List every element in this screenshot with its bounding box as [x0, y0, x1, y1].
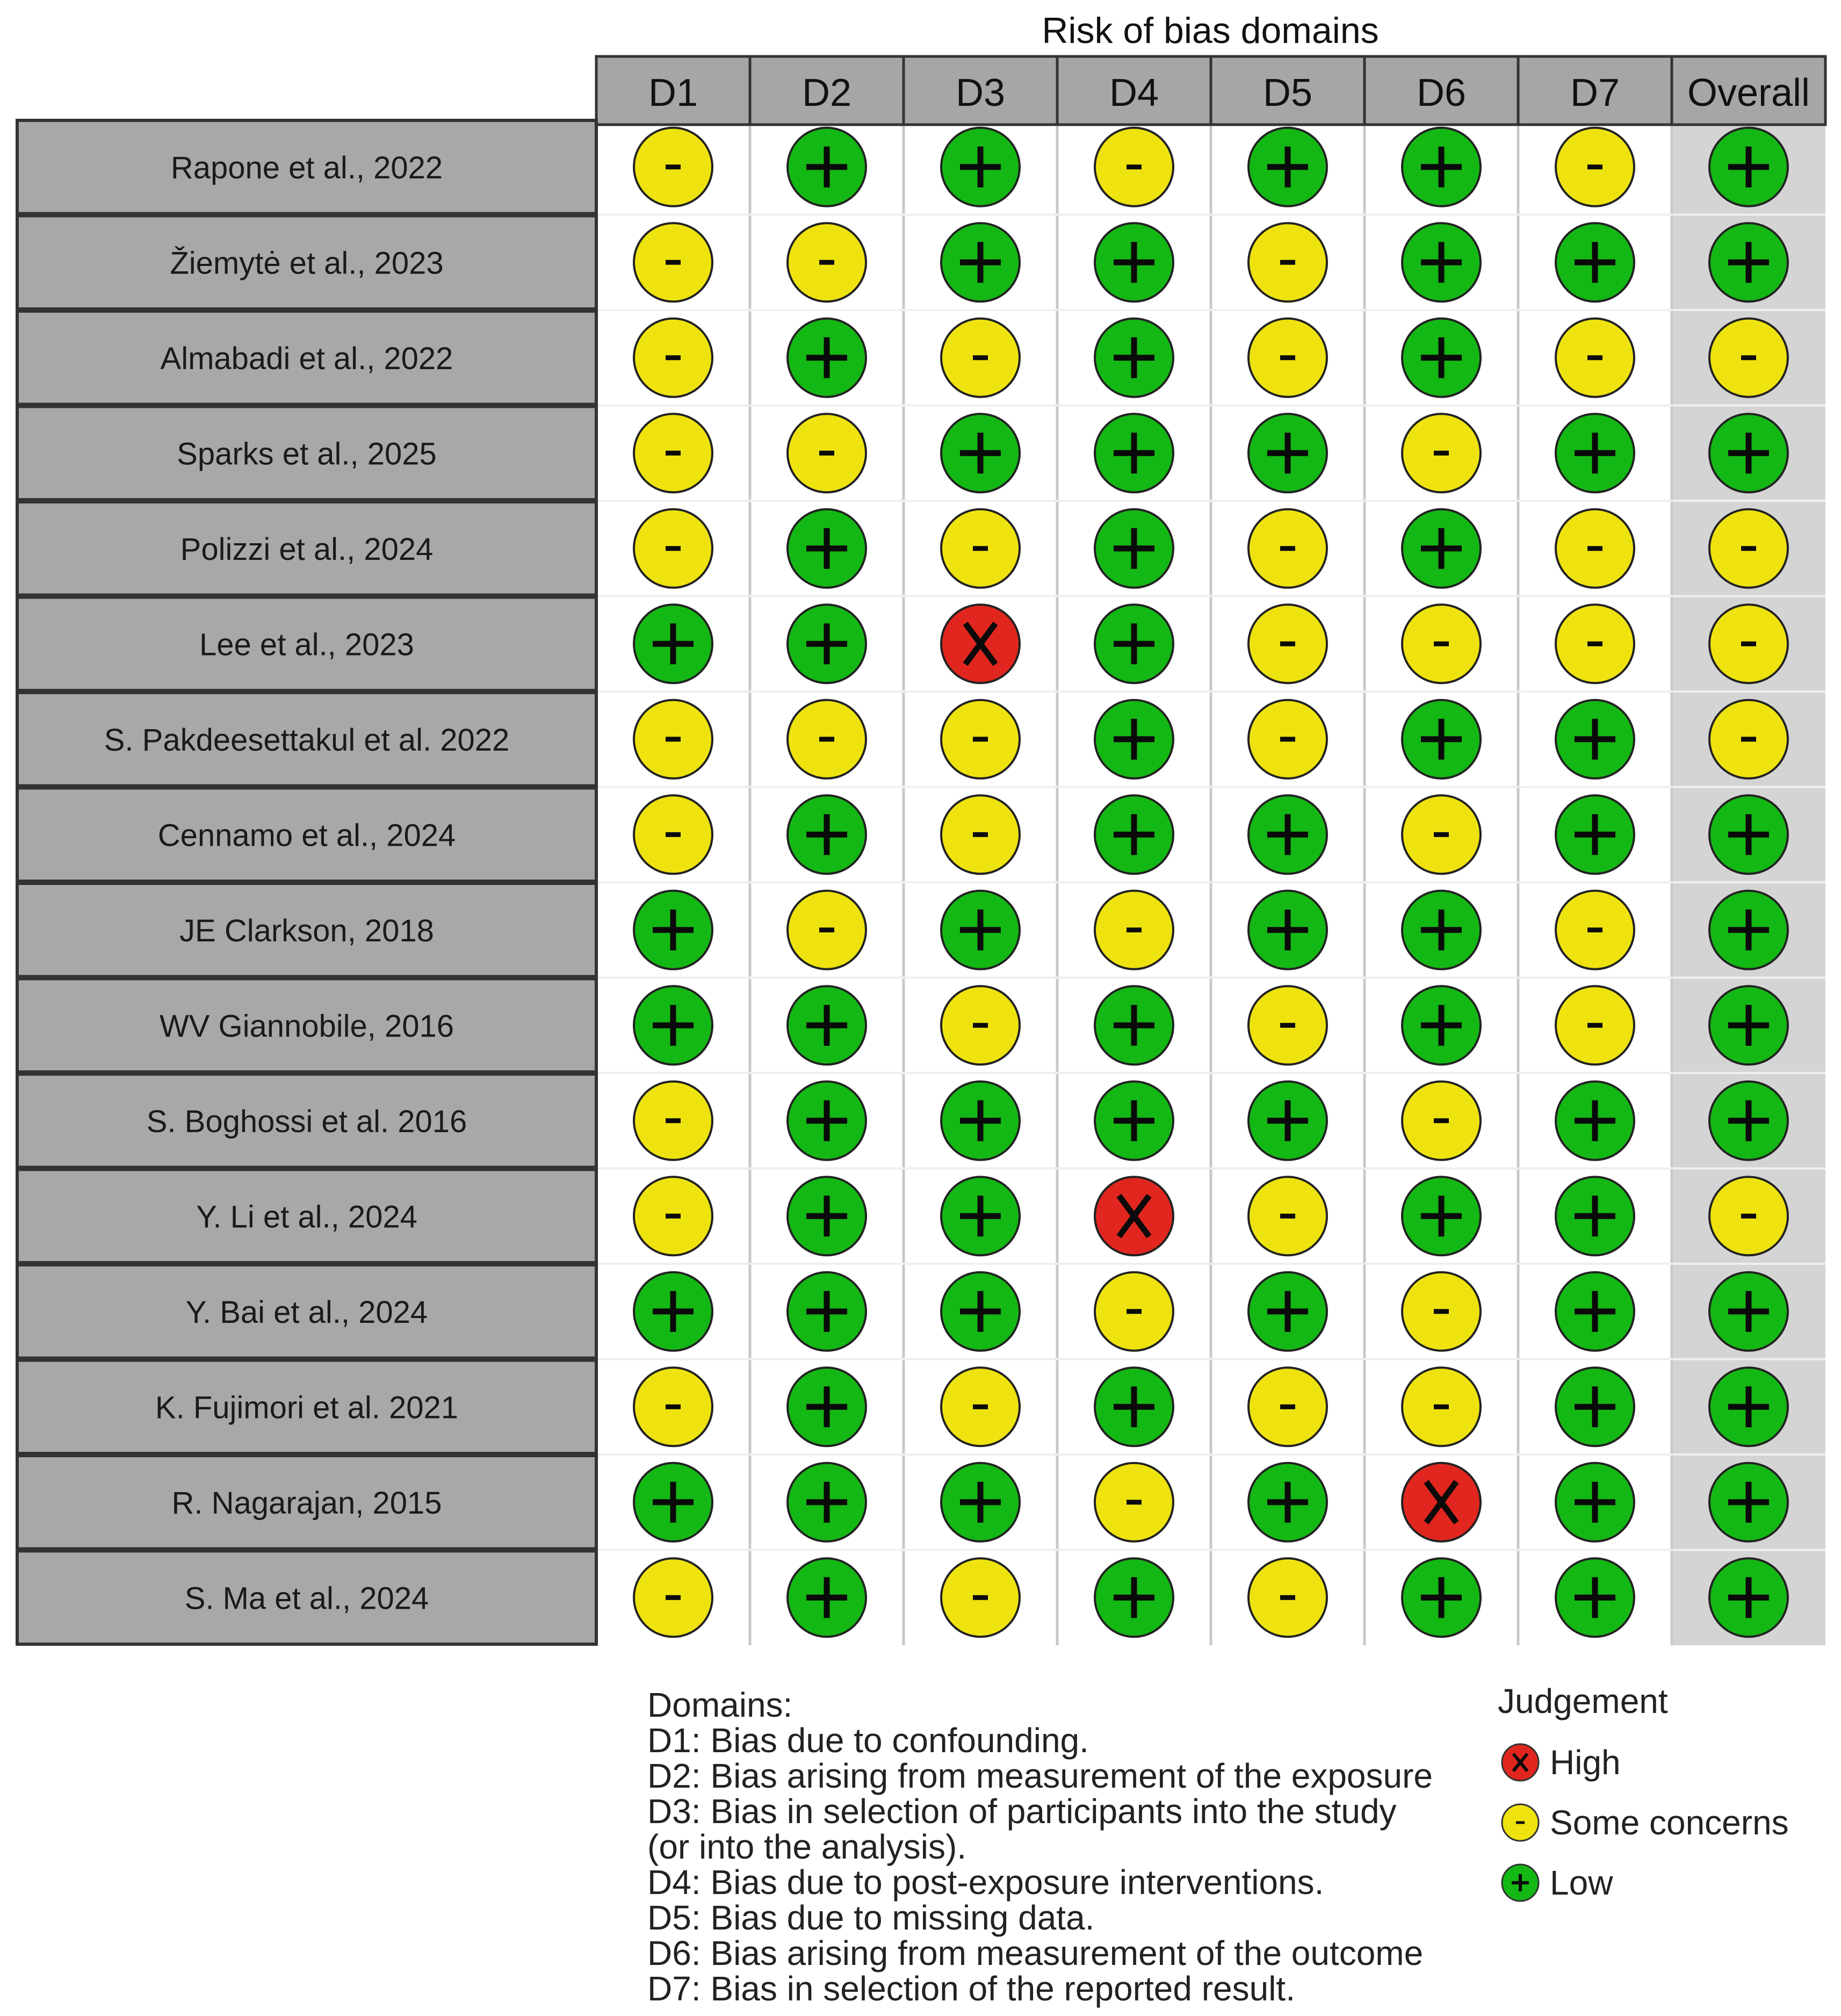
judgement-low-icon — [1556, 1463, 1634, 1542]
domain-legend-line: D5: Bias due to missing data. — [647, 1898, 1095, 1937]
study-label: JE Clarkson, 2018 — [179, 913, 434, 948]
judgement-low-icon — [1556, 223, 1634, 301]
domain-header-label: D2 — [802, 71, 852, 114]
judgement-some-concerns-icon — [1402, 414, 1481, 492]
judgement-some-concerns-icon — [634, 700, 712, 779]
judgement-some-concerns-icon — [1402, 1082, 1481, 1160]
judgement-low-icon — [1248, 414, 1327, 492]
judgement-low-icon — [1402, 1177, 1481, 1255]
domain-header-label: D5 — [1262, 71, 1313, 114]
judgement-low-icon — [1095, 604, 1173, 683]
judgement-some-concerns-icon — [634, 128, 712, 206]
study-label: Y. Li et al., 2024 — [196, 1199, 417, 1235]
study-label: R. Nagarajan, 2015 — [171, 1485, 442, 1521]
judgement-low-icon — [1556, 1082, 1634, 1160]
judgement-low-icon — [1709, 223, 1788, 301]
judgement-low-icon — [1248, 1272, 1327, 1351]
judgement-low-icon — [1709, 1082, 1788, 1160]
judgement-some-concerns-icon — [1709, 1177, 1788, 1255]
judgement-some-concerns-icon — [788, 414, 866, 492]
judgement-low-icon — [941, 414, 1020, 492]
judgement-some-concerns-icon — [1248, 1558, 1327, 1637]
judgement-low-icon — [941, 223, 1020, 301]
judgement-some-concerns-icon — [634, 1367, 712, 1446]
judgement-low-icon — [941, 1082, 1020, 1160]
judgement-low-icon — [1709, 1463, 1788, 1542]
judgement-low-icon — [788, 795, 866, 874]
judgement-some-concerns-icon — [941, 795, 1020, 874]
study-label: S. Pakdeesettakul et al. 2022 — [104, 722, 510, 758]
judgement-low-icon — [1248, 795, 1327, 874]
judgement-some-concerns-icon — [1248, 700, 1327, 779]
judgement-low-icon — [1248, 128, 1327, 206]
judgement-some-concerns-icon — [1095, 1272, 1173, 1351]
judgement-low-icon — [1095, 700, 1173, 779]
legend-label: High — [1550, 1743, 1621, 1782]
judgement-low-icon — [941, 1177, 1020, 1255]
judgement-low-icon — [1709, 986, 1788, 1064]
study-label: Žiemytė et al., 2023 — [170, 246, 444, 281]
judgement-some-concerns-icon — [1402, 1367, 1481, 1446]
domain-legend-line: D7: Bias in selection of the reported result. — [647, 1969, 1295, 2008]
judgement-low-icon — [634, 604, 712, 683]
judgement-some-concerns-icon — [1248, 604, 1327, 683]
judgement-low-icon — [941, 891, 1020, 969]
judgement-some-concerns-icon — [941, 319, 1020, 397]
judgement-low-icon — [1095, 1558, 1173, 1637]
study-label-column — [17, 120, 596, 1644]
study-label: Rapone et al., 2022 — [170, 150, 443, 185]
judgement-some-concerns-icon — [1248, 986, 1327, 1064]
study-label: S. Boghossi et al. 2016 — [146, 1104, 467, 1139]
judgement-low-icon — [941, 1272, 1020, 1351]
judgement-some-concerns-icon — [634, 1082, 712, 1160]
judgement-low-icon — [634, 1463, 712, 1542]
judgement-some-concerns-icon — [1556, 891, 1634, 969]
judgement-legend-title: Judgement — [1498, 1682, 1668, 1720]
judgement-some-concerns-icon — [1248, 319, 1327, 397]
judgement-low-icon — [1556, 1367, 1634, 1446]
judgement-some-concerns-icon — [1248, 223, 1327, 301]
domain-legend-line: D3: Bias in selection of participants into the study — [647, 1792, 1397, 1831]
study-label: Polizzi et al., 2024 — [180, 531, 434, 567]
judgement-some-concerns-icon — [941, 1367, 1020, 1446]
judgement-low-icon — [1556, 700, 1634, 779]
domain-legend-line: D1: Bias due to confounding. — [647, 1721, 1089, 1760]
judgement-some-concerns-icon — [634, 414, 712, 492]
judgement-low-icon — [1556, 414, 1634, 492]
judgement-some-concerns-icon — [1095, 1463, 1173, 1542]
domain-header-label: D3 — [955, 71, 1006, 114]
judgement-low-icon — [788, 604, 866, 683]
judgement-low-icon — [1709, 1367, 1788, 1446]
judgement-low-icon — [1402, 700, 1481, 779]
judgement-low-icon — [1095, 319, 1173, 397]
chart-title: Risk of bias domains — [1042, 10, 1379, 51]
domain-header-row — [596, 56, 1825, 125]
study-label: S. Ma et al., 2024 — [184, 1581, 429, 1616]
legend-some-concerns-icon — [1502, 1804, 1539, 1841]
domain-legend-line: D4: Bias due to post-exposure interventions. — [647, 1863, 1324, 1902]
judgement-some-concerns-icon — [634, 1558, 712, 1637]
domain-header-label: D6 — [1416, 71, 1467, 114]
judgement-low-icon — [1402, 891, 1481, 969]
study-label: Lee et al., 2023 — [199, 627, 414, 663]
domains-legend-title: Domains: — [647, 1686, 793, 1724]
domain-header-label: D1 — [648, 71, 698, 114]
judgement-low-icon — [1709, 891, 1788, 969]
judgement-some-concerns-icon — [941, 1558, 1020, 1637]
judgement-some-concerns-icon — [1095, 128, 1173, 206]
judgement-low-icon — [1402, 223, 1481, 301]
legend-low-icon — [1502, 1864, 1539, 1901]
judgement-some-concerns-icon — [788, 700, 866, 779]
judgement-some-concerns-icon — [634, 1177, 712, 1255]
judgement-low-icon — [1095, 414, 1173, 492]
study-label: Sparks et al., 2025 — [177, 436, 437, 472]
judgement-some-concerns-icon — [634, 319, 712, 397]
judgement-low-icon — [634, 986, 712, 1064]
judgement-low-icon — [1095, 509, 1173, 588]
domain-legend-line: (or into the analysis). — [647, 1827, 967, 1866]
legend-label: Some concerns — [1550, 1803, 1789, 1842]
judgement-low-icon — [788, 319, 866, 397]
judgement-low-icon — [1402, 986, 1481, 1064]
judgement-low-icon — [788, 128, 866, 206]
judgement-low-icon — [788, 1463, 866, 1542]
judgement-some-concerns-icon — [1402, 1272, 1481, 1351]
judgement-some-concerns-icon — [788, 223, 866, 301]
judgement-some-concerns-icon — [1556, 986, 1634, 1064]
judgement-low-icon — [1095, 223, 1173, 301]
judgement-some-concerns-icon — [1248, 1177, 1327, 1255]
judgement-low-icon — [1709, 414, 1788, 492]
judgement-low-icon — [1556, 1272, 1634, 1351]
judgement-low-icon — [1095, 1082, 1173, 1160]
judgement-some-concerns-icon — [1556, 509, 1634, 588]
judgement-low-icon — [788, 1177, 866, 1255]
judgement-low-icon — [1248, 1463, 1327, 1542]
judgement-low-icon — [1556, 1177, 1634, 1255]
judgement-high-icon — [941, 604, 1020, 683]
judgement-some-concerns-icon — [1709, 604, 1788, 683]
judgement-high-icon — [1402, 1463, 1481, 1542]
judgement-low-icon — [1709, 1558, 1788, 1637]
judgement-some-concerns-icon — [1709, 509, 1788, 588]
study-label: K. Fujimori et al. 2021 — [155, 1390, 459, 1425]
judgement-low-icon — [788, 1272, 866, 1351]
domain-header-label: Overall — [1687, 71, 1810, 114]
study-label: WV Giannobile, 2016 — [159, 1009, 454, 1044]
judgement-high-icon — [1095, 1177, 1173, 1255]
judgement-some-concerns-icon — [1556, 319, 1634, 397]
judgement-some-concerns-icon — [1402, 604, 1481, 683]
judgement-low-icon — [1709, 1272, 1788, 1351]
domain-header-label: D7 — [1570, 71, 1620, 114]
judgement-low-icon — [1402, 1558, 1481, 1637]
judgement-low-icon — [1095, 1367, 1173, 1446]
legend-high-icon — [1502, 1744, 1539, 1781]
judgement-some-concerns-icon — [1095, 891, 1173, 969]
domain-header-label: D4 — [1109, 71, 1159, 114]
judgement-low-icon — [1402, 509, 1481, 588]
judgement-some-concerns-icon — [634, 509, 712, 588]
judgement-some-concerns-icon — [941, 700, 1020, 779]
judgement-some-concerns-icon — [1248, 1367, 1327, 1446]
judgement-low-icon — [788, 986, 866, 1064]
legend-label: Low — [1550, 1863, 1613, 1902]
judgement-some-concerns-icon — [634, 795, 712, 874]
judgement-low-icon — [941, 1463, 1020, 1542]
judgement-low-icon — [788, 509, 866, 588]
judgement-some-concerns-icon — [941, 986, 1020, 1064]
judgement-low-icon — [1709, 795, 1788, 874]
judgement-some-concerns-icon — [941, 509, 1020, 588]
judgement-some-concerns-icon — [1556, 604, 1634, 683]
judgement-low-icon — [1402, 319, 1481, 397]
judgement-some-concerns-icon — [1402, 795, 1481, 874]
judgement-low-icon — [941, 128, 1020, 206]
judgement-low-icon — [1402, 128, 1481, 206]
judgement-low-icon — [788, 1367, 866, 1446]
judgement-some-concerns-icon — [634, 223, 712, 301]
judgement-low-icon — [1248, 891, 1327, 969]
domain-legend-line: D2: Bias arising from measurement of the exposure — [647, 1756, 1433, 1795]
judgement-low-icon — [788, 1558, 866, 1637]
judgement-low-icon — [1556, 795, 1634, 874]
judgement-some-concerns-icon — [1709, 319, 1788, 397]
domain-legend-line: D6: Bias arising from measurement of the outcome — [647, 1934, 1424, 1972]
judgement-some-concerns-icon — [1556, 128, 1634, 206]
judgement-some-concerns-icon — [1709, 700, 1788, 779]
judgement-some-concerns-icon — [1248, 509, 1327, 588]
judgement-low-icon — [1709, 128, 1788, 206]
judgement-low-icon — [1095, 795, 1173, 874]
study-label: Y. Bai et al., 2024 — [185, 1294, 428, 1330]
judgement-low-icon — [1248, 1082, 1327, 1160]
judgement-low-icon — [634, 1272, 712, 1351]
study-label: Cennamo et al., 2024 — [157, 818, 456, 853]
judgement-low-icon — [788, 1082, 866, 1160]
study-label: Almabadi et al., 2022 — [160, 341, 453, 376]
judgement-low-icon — [1556, 1558, 1634, 1637]
judgement-low-icon — [1095, 986, 1173, 1064]
judgement-some-concerns-icon — [788, 891, 866, 969]
judgement-low-icon — [634, 891, 712, 969]
